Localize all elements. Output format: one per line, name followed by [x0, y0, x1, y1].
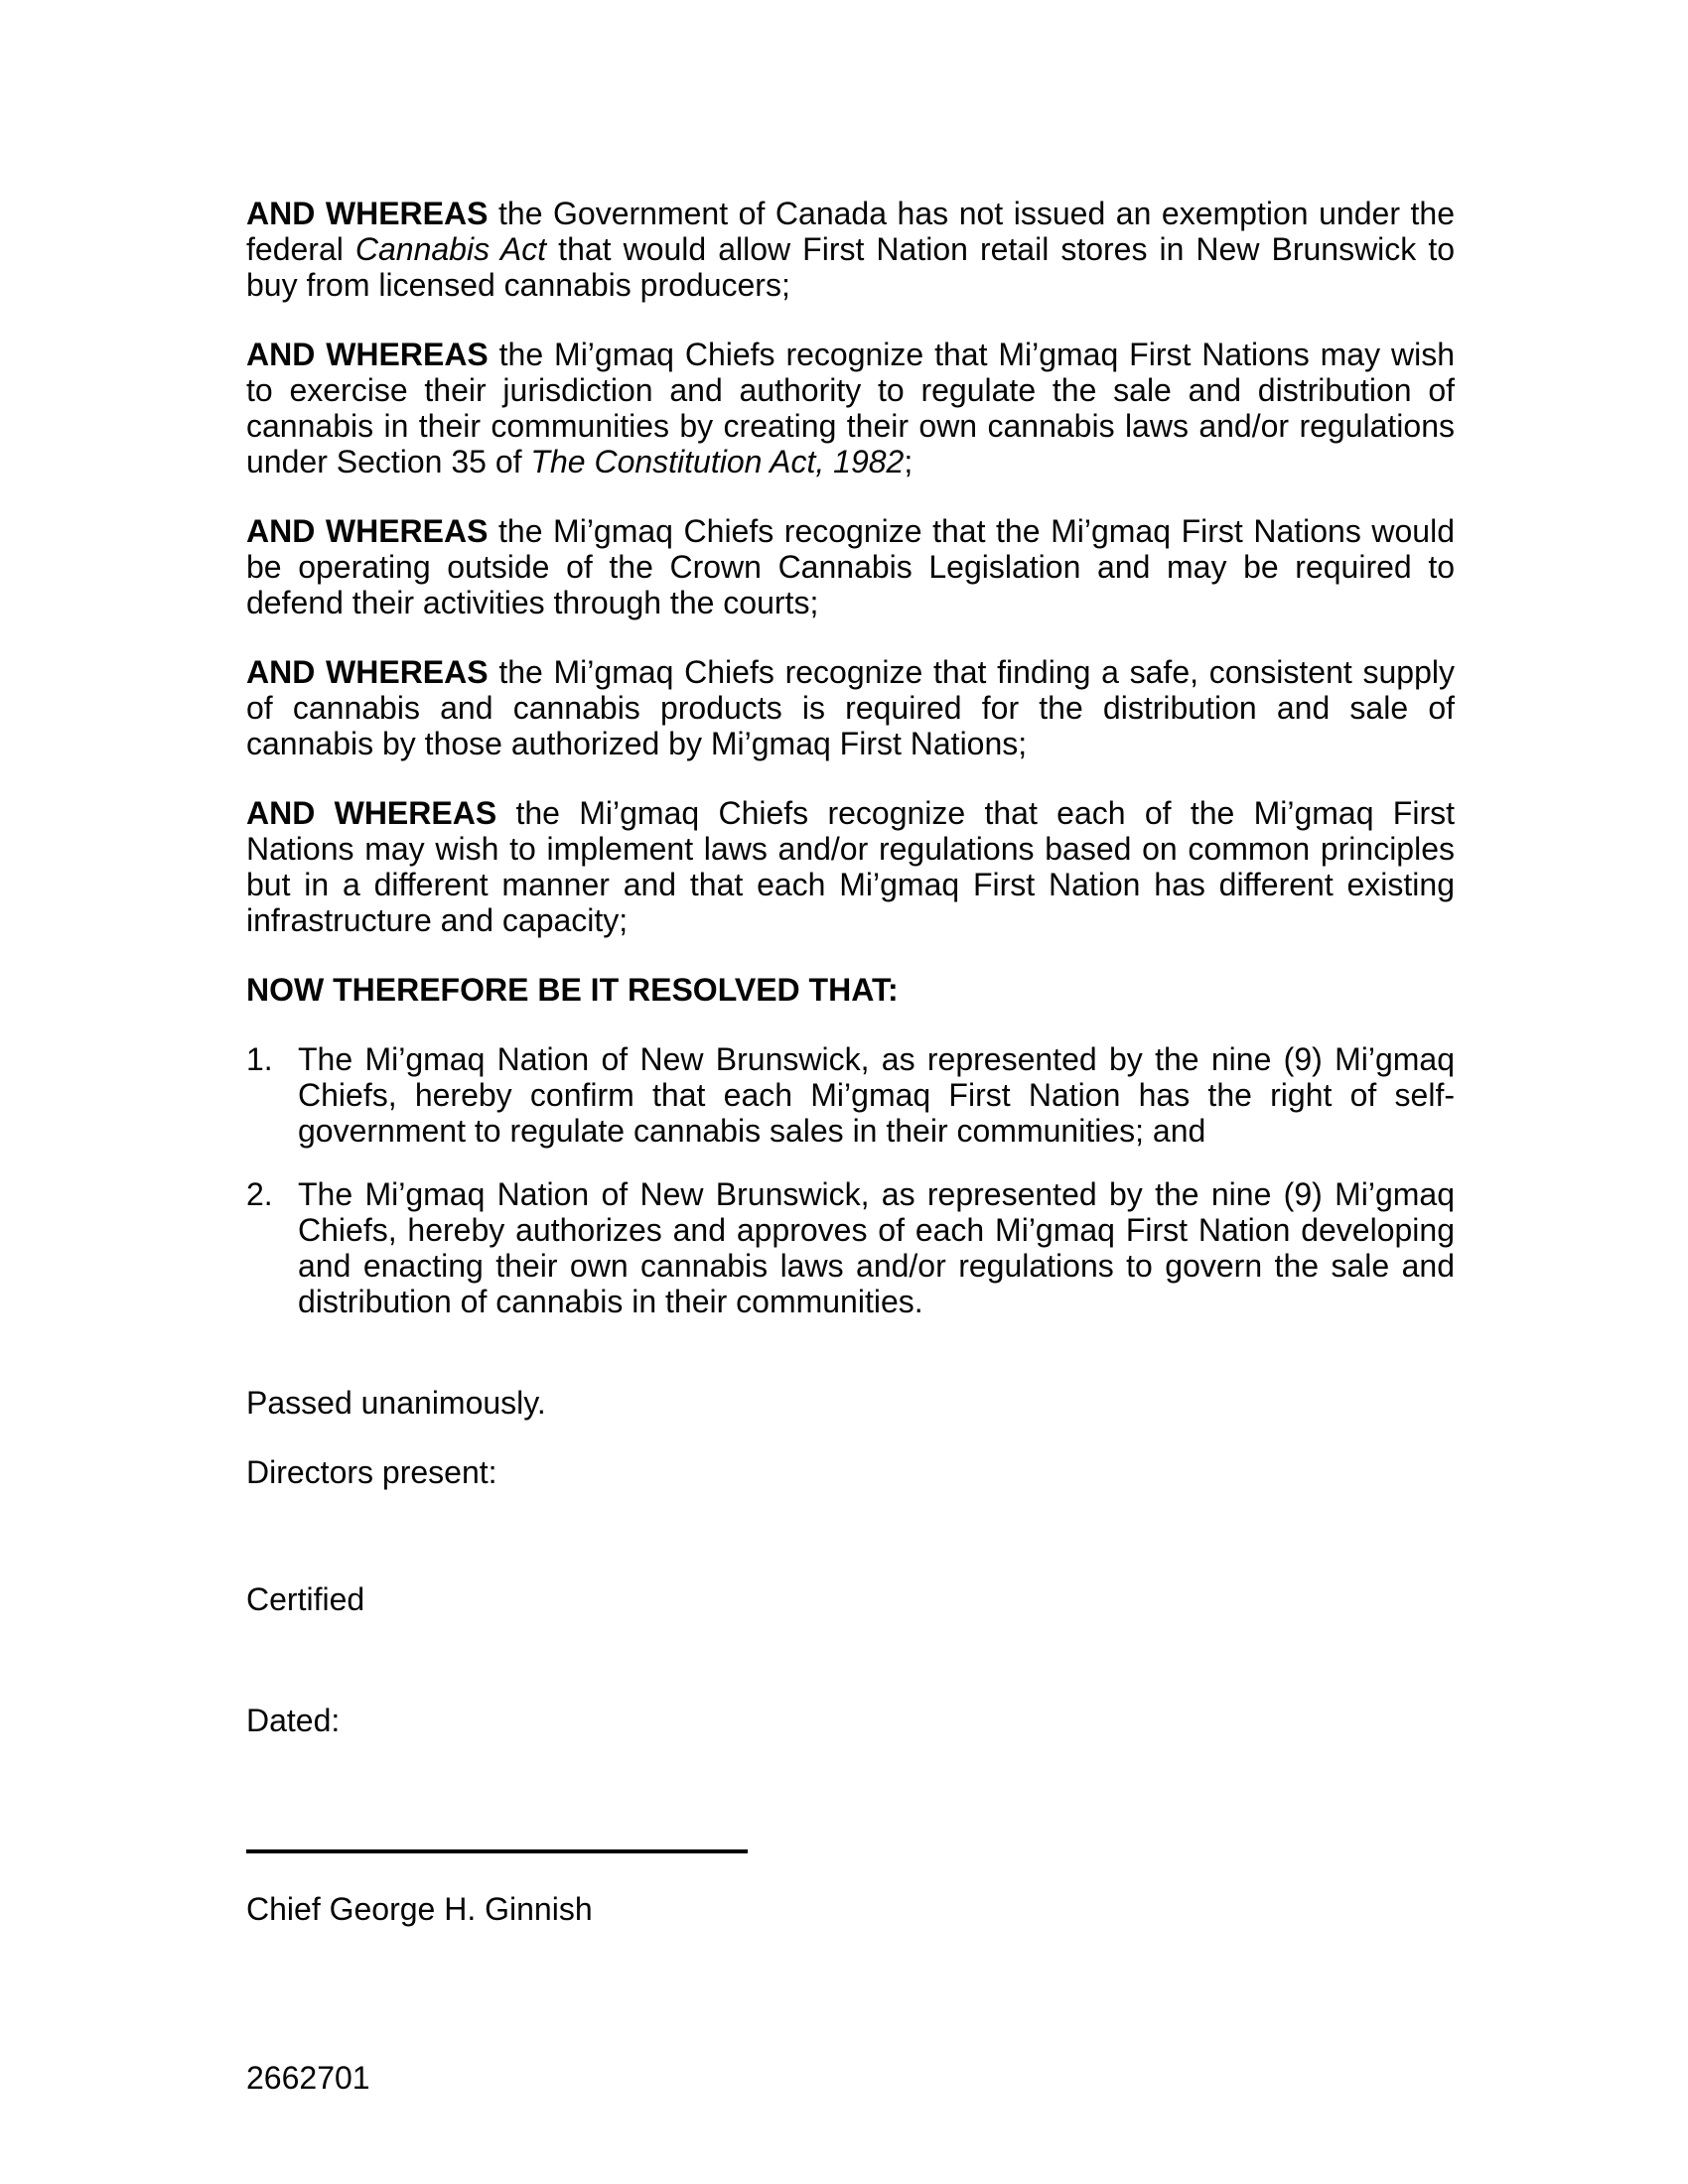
- resolved-item: [246, 1176, 1455, 1319]
- document-number: 2662701: [246, 2060, 370, 2096]
- certified-label: Certified: [246, 1581, 365, 1617]
- passed-statement: Passed unanimously.: [246, 1385, 546, 1421]
- item-text: The Mi’gmaq Nation of New Brunswick, as represented by the nine (9) Mi’gmaq Chiefs, hereby authorizes and approves of each Mi’gmaq First Nation developing and enacting their own cannabis laws and/or regulations to govern the sale and distribution of cannabis in their communities.: [298, 1176, 1455, 1319]
- whereas-paragraph: [246, 337, 1455, 479]
- signatory-name: Chief George H. Ginnish: [246, 1891, 593, 1927]
- item-number: 1.: [246, 1041, 273, 1077]
- bold-run: AND WHEREAS: [246, 196, 489, 231]
- text-run: the Mi’gmaq Chiefs recognize that each of the Mi’gmaq First Nations may wish to implement laws and/or regulations based on common principles but in a different manner and that each Mi’gmaq First Nation has different existing infrastructure and capacity;: [246, 795, 1456, 938]
- resolved-list: [246, 1041, 1455, 1319]
- directors-present-label: Directors present:: [246, 1454, 497, 1490]
- whereas-paragraph: [246, 196, 1455, 303]
- text-run: the Mi’gmaq Chiefs recognize that finding a safe, consistent supply of cannabis and cannabis products is required for the distribution and sale of cannabis by those authorized by Mi’gmaq First Nations;: [246, 654, 1456, 761]
- text-run: that would allow First Nation retail stores in New Brunswick to buy from licensed cannabis producers;: [246, 231, 1456, 303]
- bold-run: AND WHEREAS: [246, 337, 489, 372]
- text-run: the Mi’gmaq Chiefs recognize that the Mi’gmaq First Nations would be operating outside of the Crown Cannabis Legislation and may be required to defend their activities through the courts;: [246, 513, 1456, 620]
- bold-run: AND WHEREAS: [246, 654, 489, 690]
- item-text: The Mi’gmaq Nation of New Brunswick, as represented by the nine (9) Mi’gmaq Chiefs, hereby confirm that each Mi’gmaq First Nation has the right of self-government to regulate cannabis sales in their communities; and: [298, 1041, 1455, 1149]
- dated-label: Dated:: [246, 1703, 341, 1738]
- resolved-item: [246, 1041, 1455, 1149]
- whereas-section: [246, 196, 1455, 938]
- whereas-paragraph: [246, 654, 1455, 761]
- italic-run: Cannabis Act: [354, 231, 547, 267]
- item-number: 2.: [246, 1176, 273, 1212]
- bold-run: AND WHEREAS: [246, 795, 497, 831]
- text-run: the Mi’gmaq Chiefs recognize that Mi’gmaq First Nations may wish to exercise their jurisdiction and authority to regulate the sale and distribution of cannabis in their communities by creating their own cannabis laws and/or regulations under Section 35 of: [246, 337, 1456, 479]
- text-run: the Government of Canada has not issued an exemption under the federal: [246, 196, 1456, 267]
- whereas-paragraph: [246, 513, 1455, 620]
- whereas-paragraph: [246, 795, 1455, 938]
- italic-run: The Constitution Act, 1982: [530, 444, 905, 479]
- text-run: ;: [904, 444, 914, 479]
- bold-run: AND WHEREAS: [246, 513, 489, 549]
- signature-line: [246, 1849, 748, 1853]
- resolution-heading: NOW THEREFORE BE IT RESOLVED THAT:: [246, 972, 899, 1008]
